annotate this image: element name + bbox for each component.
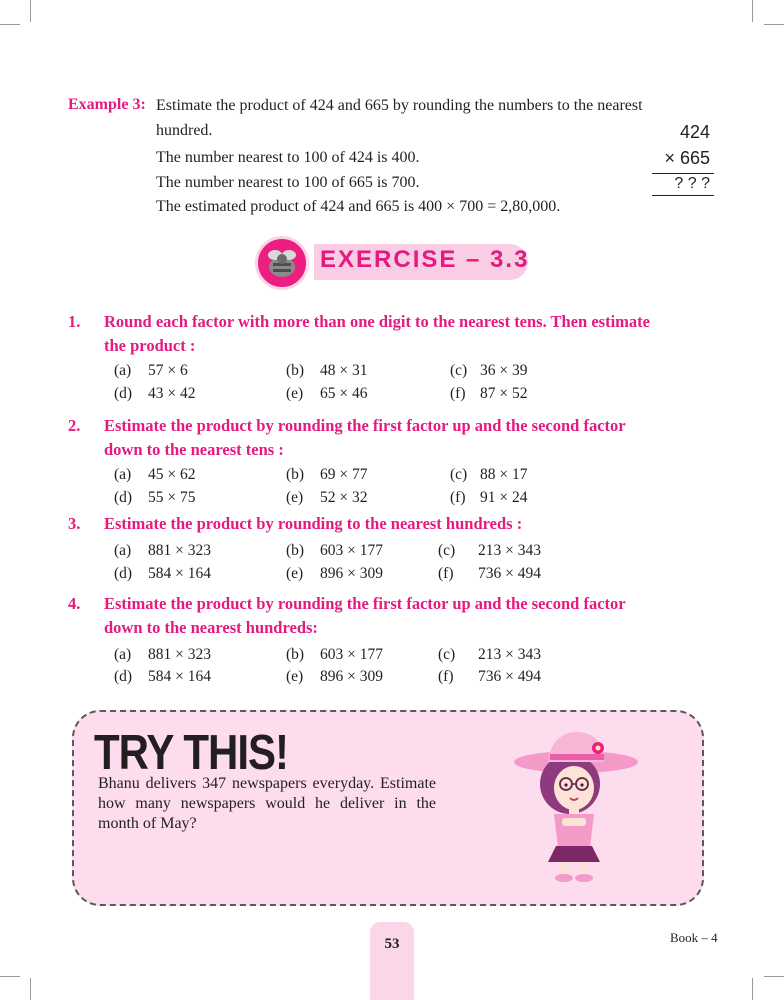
item-label: (d) <box>114 668 133 685</box>
item-expr: 896 × 309 <box>320 565 383 582</box>
crop-mark <box>764 24 784 25</box>
item-expr: 43 × 42 <box>148 385 196 402</box>
item-expr: 603 × 177 <box>320 542 383 559</box>
question-line: down to the nearest hundreds: <box>104 618 318 637</box>
page-number-tab <box>370 922 414 1000</box>
question-number: 4. <box>68 594 81 613</box>
exercise-title: EXERCISE – 3.3 <box>320 246 530 273</box>
example-line-1: Estimate the product of 424 and 665 by rounding the numbers to the nearest <box>156 97 643 114</box>
book-label: Book – 4 <box>670 930 718 945</box>
crop-mark <box>0 976 20 977</box>
item-label: (c) <box>450 362 468 379</box>
item-expr: 881 × 323 <box>148 646 211 663</box>
item-expr: 881 × 323 <box>148 542 211 559</box>
item-label: (f) <box>450 385 466 402</box>
exercise-badge <box>255 236 309 290</box>
item-label: (d) <box>114 385 133 402</box>
item-label: (f) <box>438 668 454 685</box>
item-expr: 45 × 62 <box>148 466 196 483</box>
item-label: (b) <box>286 542 305 559</box>
item-expr: 87 × 52 <box>480 385 528 402</box>
question-line: Round each factor with more than one digit to the nearest tens. Then estimate <box>104 312 650 331</box>
item-expr: 584 × 164 <box>148 565 211 582</box>
item-expr: 69 × 77 <box>320 466 368 483</box>
example-label: Example 3: <box>68 96 146 113</box>
item-label: (e) <box>286 489 304 506</box>
item-expr: 584 × 164 <box>148 668 211 685</box>
item-label: (a) <box>114 362 132 379</box>
try-this-title: TRY THIS! <box>94 724 289 780</box>
item-label: (c) <box>438 646 456 663</box>
bee-icon <box>258 239 306 287</box>
question-line: down to the nearest tens : <box>104 440 284 459</box>
example-line-3: The number nearest to 100 of 424 is 400. <box>156 149 420 166</box>
item-expr: 88 × 17 <box>480 466 528 483</box>
item-expr: 736 × 494 <box>478 668 541 685</box>
item-expr: 91 × 24 <box>480 489 528 506</box>
example-line-2: hundred. <box>156 122 213 139</box>
question-line: the product : <box>104 336 196 355</box>
example-line-5: The estimated product of 424 and 665 is 400 × 700 = 2,80,000. <box>156 198 561 215</box>
calc-multiplier: × 665 <box>664 148 710 168</box>
item-expr: 736 × 494 <box>478 565 541 582</box>
item-expr: 48 × 31 <box>320 362 368 379</box>
question-line: Estimate the product by rounding the first factor up and the second factor <box>104 594 626 613</box>
item-expr: 213 × 343 <box>478 542 541 559</box>
item-expr: 213 × 343 <box>478 646 541 663</box>
item-label: (e) <box>286 385 304 402</box>
item-expr: 55 × 75 <box>148 489 196 506</box>
calc-rule <box>652 173 714 174</box>
question-text <box>104 512 719 536</box>
item-expr: 36 × 39 <box>480 362 528 379</box>
crop-mark <box>0 24 20 25</box>
question-number: 2. <box>68 416 81 435</box>
crop-mark <box>752 978 753 1000</box>
item-label: (a) <box>114 646 132 663</box>
question-text <box>104 592 719 640</box>
crop-mark <box>764 976 784 977</box>
item-label: (d) <box>114 565 133 582</box>
item-label: (d) <box>114 489 133 506</box>
question-number: 1. <box>68 312 81 331</box>
item-expr: 57 × 6 <box>148 362 188 379</box>
item-expr: 52 × 32 <box>320 489 368 506</box>
crop-mark <box>30 0 31 22</box>
item-label: (e) <box>286 668 304 685</box>
item-label: (c) <box>450 466 468 483</box>
crop-mark <box>752 0 753 22</box>
question-number: 3. <box>68 514 81 533</box>
try-this-text: Bhanu delivers 347 newspapers everyday. Estimate how many newspapers would he deliver in the month of May? <box>98 775 436 832</box>
question-text <box>104 310 719 358</box>
question-line: Estimate the product by rounding to the nearest hundreds : <box>104 514 523 533</box>
item-label: (b) <box>286 646 305 663</box>
item-label: (b) <box>286 362 305 379</box>
item-expr: 603 × 177 <box>320 646 383 663</box>
item-label: (f) <box>438 565 454 582</box>
question-text <box>104 414 719 462</box>
calc-result: ? ? ? <box>674 175 710 192</box>
item-label: (a) <box>114 466 132 483</box>
calc-rule-bottom <box>652 195 714 196</box>
item-label: (a) <box>114 542 132 559</box>
calc-top: 424 <box>679 122 710 142</box>
item-label: (c) <box>438 542 456 559</box>
item-expr: 896 × 309 <box>320 668 383 685</box>
item-label: (b) <box>286 466 305 483</box>
crop-mark <box>30 978 31 1000</box>
question-line: Estimate the product by rounding the first factor up and the second factor <box>104 416 626 435</box>
item-expr: 65 × 46 <box>320 385 368 402</box>
item-label: (f) <box>450 489 466 506</box>
girl-illustration <box>508 722 648 884</box>
page-number: 53 <box>384 936 400 952</box>
example-line-4: The number nearest to 100 of 665 is 700. <box>156 174 420 191</box>
item-label: (e) <box>286 565 304 582</box>
